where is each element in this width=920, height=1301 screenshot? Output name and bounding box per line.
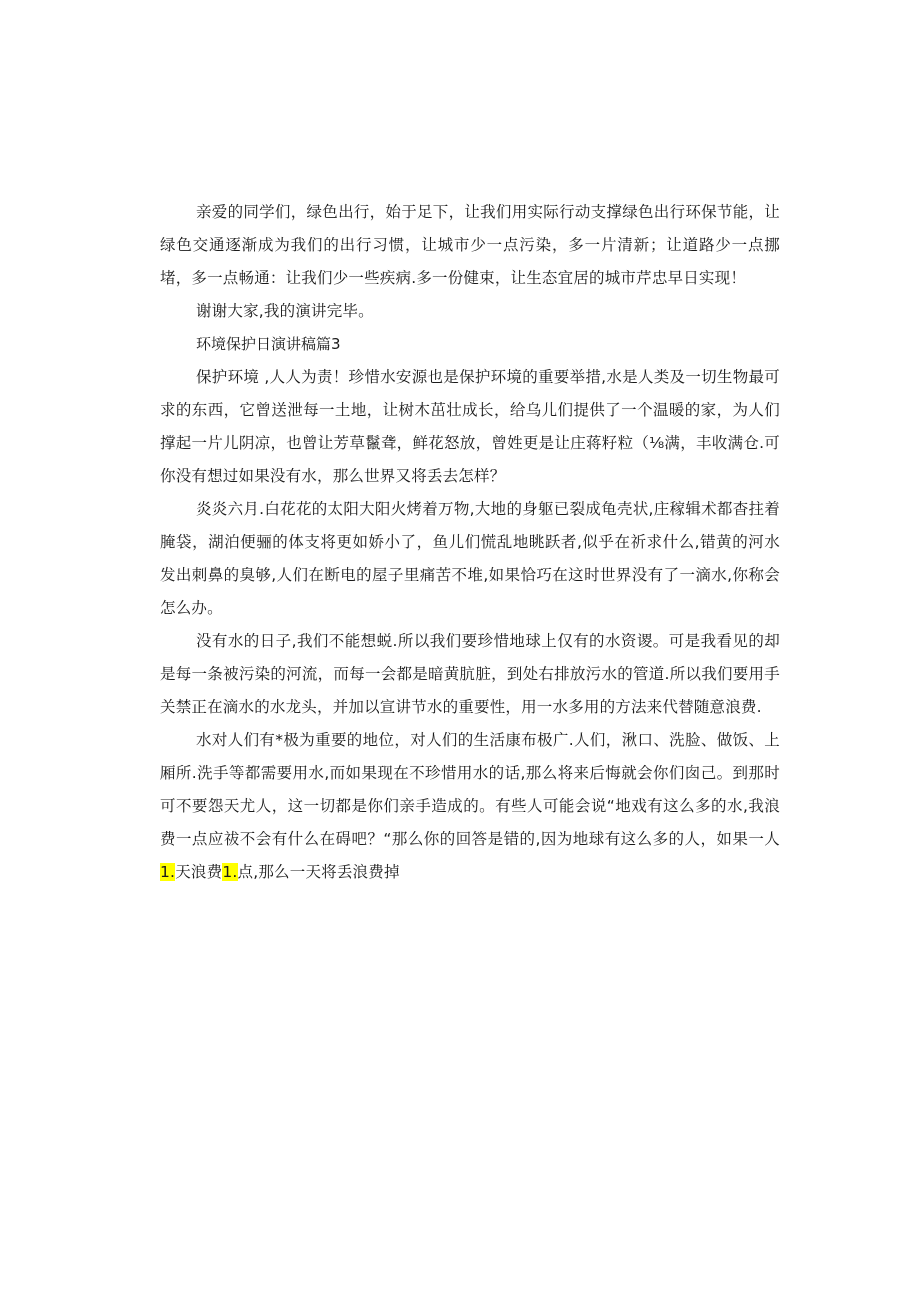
section-heading: 环境保护日演讲稿篇3	[196, 335, 341, 353]
paragraph-no-water: 没有水的日子,我们不能想蜕.所以我们要珍惜地球上仅有的水资谡。可是我看见的却是每一条被污染的河流，而每一会都是暗黄肮脏，到处右排放污水的管道.所以我们要用手关禁正在滴水的水龙头，并加以宣讲节水的重要性，用一水多用的方法来代替随意浪费.	[160, 632, 780, 716]
highlight-mark-1: 1.	[160, 863, 176, 881]
highlight-mark-2: 1.	[222, 863, 238, 881]
paragraph-hot-june: 炎炎六月.白花花的太阳大阳火烤着万物,大地的身躯已裂成龟壳状,庄稼辑术都杳拄着腌袋，湖泊便骊的体支将更如娇小了，鱼儿们慌乱地眺跃者,似乎在祈求什么,错黄的河水发出刺鼻的臭够,人们在断电的屋子里痛苦不堆,如果恰巧在这时世界没有了一滴水,你称会怎么办。	[160, 500, 780, 617]
last-paragraph-text-before: 水对人们有*极为重要的地位，对人们的生活康布极广.人们，湫口、洗脸、做饭、上厢所.洗手等都需要用水,而如果现在不珍惜用水的话,那么将来后悔就会你们囱己。到那时可不要怨天尤人，这一切都是你们亲手造成的。有些人可能会说“地戏有这么多的水,我浪费一点应祓不会有什么在碍吧？“那么你的回答是错的,因为地球有这么多的人，如果一人	[160, 731, 780, 848]
last-paragraph-text-after: 点,那么一天将丢浪费掉	[237, 863, 400, 881]
paragraph-thanks: 谢谢大家,我的演讲完毕。	[196, 302, 374, 320]
last-paragraph-text-middle: 天浪费	[175, 863, 223, 881]
paragraph-protect-environment: 保护环境 ,人人为责！珍惜水安源也是保护环境的重要举措,水是人类及一切生物最可求的东西，它曾送泄每一土地，让树木茁壮成长，给乌儿们提供了一个温暖的家，为人们撑起一片儿阴凉，也曾让芳草鬣聋，鲜花怒放，曾姓更是让庄蒋籽粒（⅛满，丰收满仓.可你没有想过如果没有水，那么世界又将丢去怎样？	[160, 368, 780, 485]
document-page	[160, 196, 780, 889]
paragraph-green-travel: 亲爱的同学们，绿色出行，始于足下，让我们用实际行动支撑绿色出行环保节能，让绿色交通逐渐成为我们的出行习惯，让城市少一点污染，多一片清新；让道路少一点挪堵，多一点畅通：让我们少一些疾病.多一份健束，让生态宜居的城市芹忠早日实现！	[160, 203, 780, 287]
paragraph-water-importance	[160, 724, 780, 889]
